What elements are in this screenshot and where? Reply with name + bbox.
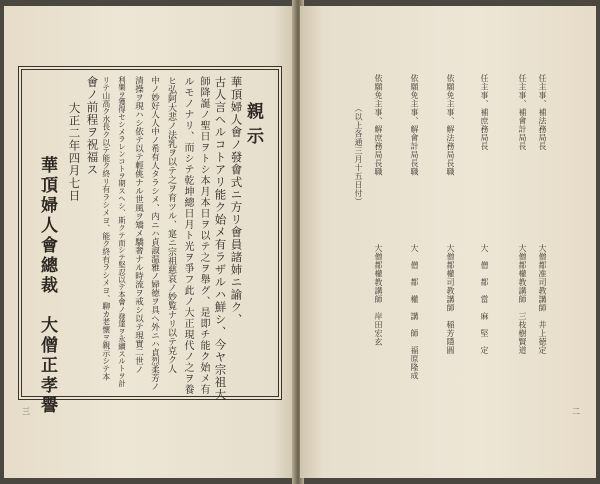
body-line-10: 會ノ前程ヲ祝福ス <box>85 76 100 176</box>
right-page <box>300 6 596 478</box>
body-line-8: 利樂ヲ獲得セシメラレンコトヲ期スヘシ、斯クテ而シテ堅忍以テ本會ノ發達ヲ永續スルトヲ計 <box>117 76 127 387</box>
name-6: 大僧都權教講師 岸田宏玄 <box>374 244 383 346</box>
date-note: （以上各通三月十五日付） <box>354 104 363 206</box>
appointment-6: 依願免主事、解庶務局長職 <box>374 74 383 176</box>
signature-line: 華頂婦人會總裁 大僧正孝譽 <box>37 156 57 416</box>
date-line: 大正二年四月七日 <box>67 102 82 202</box>
body-line-7: 清操ヲ現ハシ依テ以テ輕佻ナル世風ヲ矯メ驕奢ナル時流ヲ戒シ以テ現實二世ノ <box>133 76 144 374</box>
appointment-5: 依願免主事、解會計局長職 <box>410 74 419 176</box>
name-4: 大僧都權司教講師 稲芳隱圓 <box>446 244 455 355</box>
name-3: 大 僧 都 當 麻 堅 定 <box>480 244 489 355</box>
body-line-9: リテ山高ク水長ク以テ能ク終リ有ラシメヨ、能ク終有ラシメヨ、聊カ老懷ヲ親示シテ本 <box>101 76 111 381</box>
appointment-3: 任主事、補庶務局長 <box>480 74 489 151</box>
page-heading: 親示 <box>243 102 263 152</box>
name-5: 大 僧 都 權 講 師 福原隆成 <box>410 244 419 380</box>
body-line-2: 古人言ヘルコトアリ能ク始メ有ラザルハ鮮シ、今ヤ宗祖大 <box>213 76 228 401</box>
page-number-left: 三 <box>22 407 30 416</box>
body-line-3: 師降誕ノ聖日ヲトシ本月本日ヲ以テ之ヲ舉グ、是即チ能ク始メ有 <box>198 76 209 395</box>
body-line-6: 中ノ妙好人人中ノ希有人タラシメ、内ニハ貞淑温雅ノ婦徳ヲ具ヘ外ニハ貞烈柔芳ノ <box>149 76 160 391</box>
body-line-1: 華頂婦人會ノ發會式ニ方リ會員諸姉ニ諭ク、 <box>229 76 244 326</box>
left-page <box>4 6 296 478</box>
appointment-4: 依願免主事、解法務局長職 <box>446 74 455 176</box>
page-number-right: 二 <box>572 407 580 416</box>
appointment-2: 任主事、補會計局長 <box>518 74 527 151</box>
name-2: 大僧都權教講師 三枝樹賢道 <box>518 244 527 355</box>
appointment-1: 任主事、補法務局長 <box>538 74 547 151</box>
body-line-5: ヒ弘阿大悲ノ法乳ヲ以テ之ヲ育ツル、寔ニ宗祖慈哀ノ妙覧ナリ以テ克ク人 <box>166 76 176 373</box>
body-line-4: ルモノナリ、而シテ乾坤總日月ト光ヲ爭フ此ノ大正現代ノ之ヲ養 <box>182 76 193 395</box>
name-1: 大僧都准司教講師 井上徳定 <box>538 244 547 355</box>
